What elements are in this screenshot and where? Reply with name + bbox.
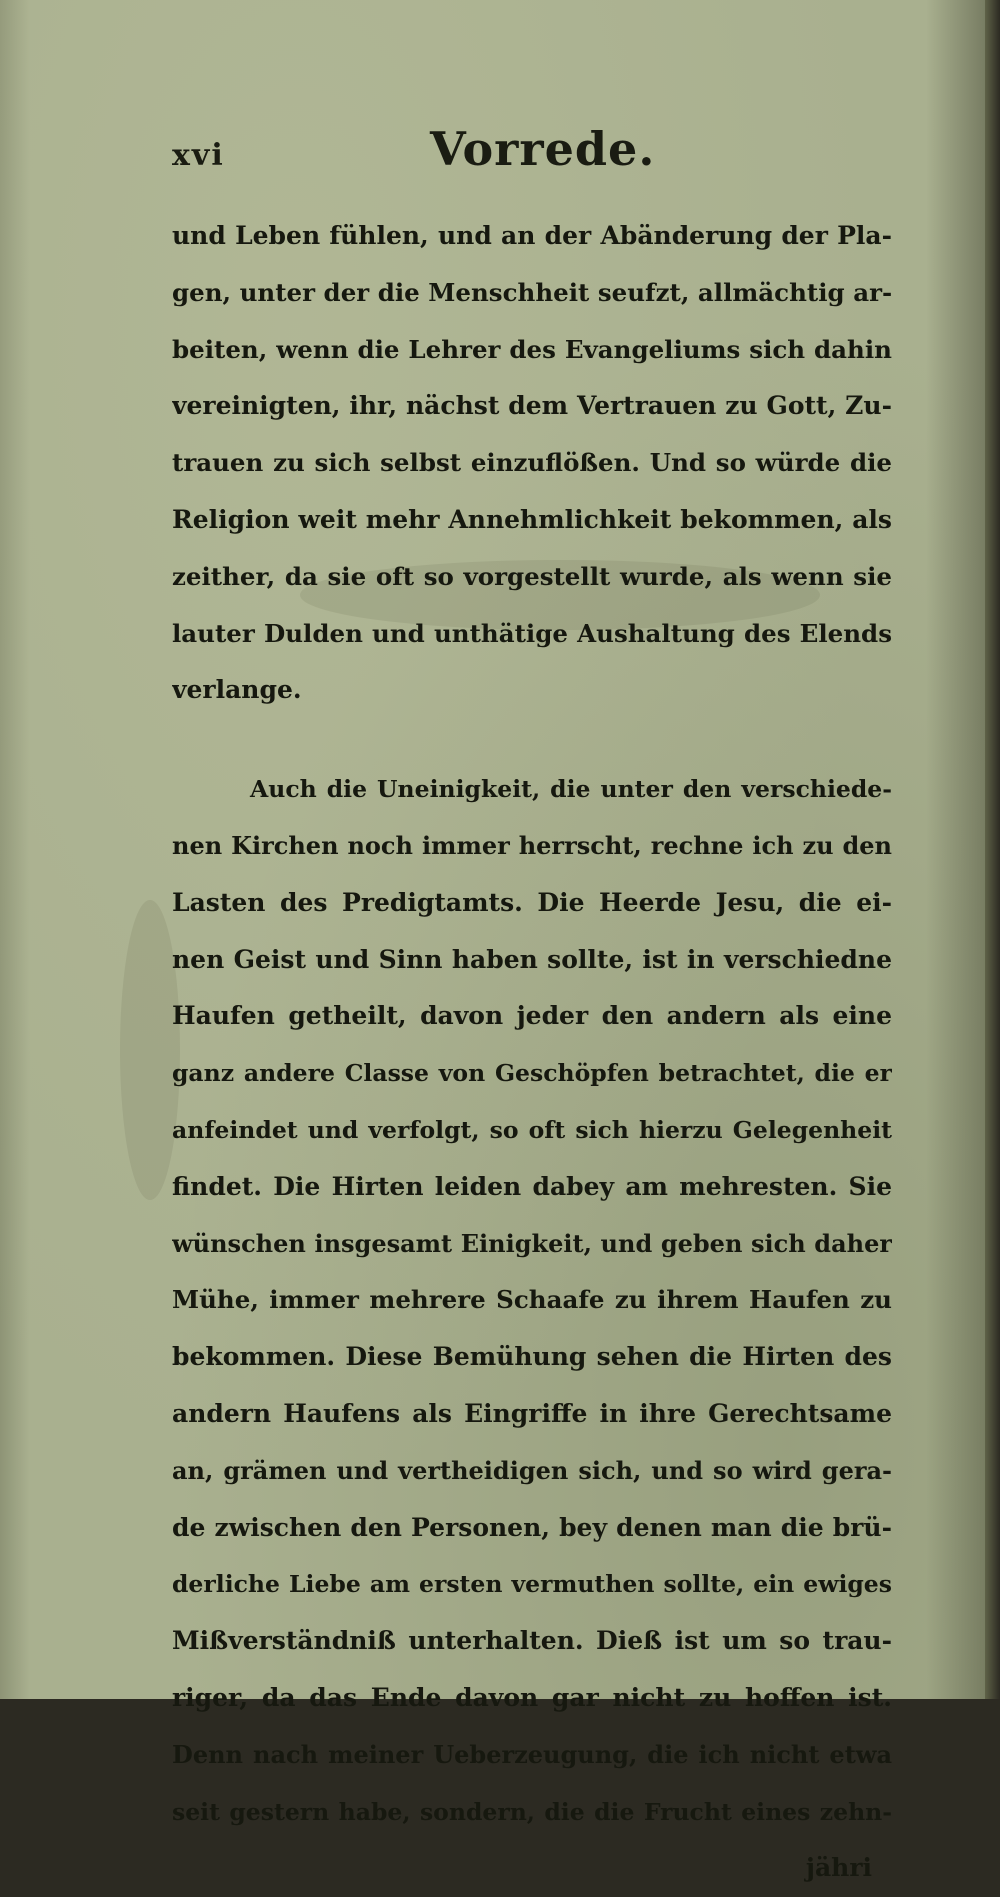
text-line: de zwischen den Personen, bey denen man die brü- bbox=[172, 1512, 892, 1542]
text-line: Mühe, immer mehrere Schaafe zu ihrem Haufen zu bbox=[172, 1285, 892, 1315]
page-number: xvi bbox=[172, 138, 225, 173]
text-line: Haufen getheilt, davon jeder den andern als eine bbox=[172, 1001, 892, 1031]
text-line: bekommen. Diese Bemühung sehen die Hirten des bbox=[172, 1342, 892, 1372]
catchword: jähri bbox=[805, 1853, 872, 1883]
text-line: seit gestern habe, sondern, die die Frucht eines zehn- bbox=[172, 1797, 892, 1826]
text-line: vereinigten, ihr, nächst dem Vertrauen zu Gott, Zu- bbox=[172, 391, 892, 421]
text-line: Religion weit mehr Annehmlichkeit bekommen, als bbox=[172, 504, 892, 534]
text-line: nen Geist und Sinn haben sollte, ist in verschiedne bbox=[172, 944, 892, 974]
text-line: ganz andere Classe von Geschöpfen betrachtet, die er bbox=[172, 1059, 892, 1088]
text-line: trauen zu sich selbst einzuflößen. Und so würde die bbox=[172, 448, 892, 478]
text-line: findet. Die Hirten leiden dabey am mehresten. Sie bbox=[172, 1171, 892, 1201]
text-line: beiten, wenn die Lehrer des Evangeliums sich dahin bbox=[172, 334, 892, 364]
text-line: lauter Dulden und unthätige Aushaltung des Elends bbox=[172, 618, 892, 648]
text-line: Auch die Uneinigkeit, die unter den verschiede- bbox=[250, 775, 892, 804]
paragraph-gap bbox=[172, 719, 892, 761]
text-line: Lasten des Predigtamts. Die Heerde Jesu, die ei- bbox=[172, 887, 892, 917]
paragraph-2 bbox=[172, 761, 892, 1840]
text-line: verlange. bbox=[172, 675, 302, 705]
text-line: wünschen insgesamt Einigkeit, und geben sich daher bbox=[172, 1228, 892, 1258]
running-head: Vorrede. bbox=[430, 122, 656, 176]
text-line: derliche Liebe am ersten vermuthen sollte, ein ewiges bbox=[172, 1570, 892, 1599]
body-text bbox=[172, 208, 892, 1897]
text-line: Mißverständniß unterhalten. Dieß ist um so trau- bbox=[172, 1626, 892, 1656]
paragraph-1 bbox=[172, 208, 892, 719]
text-line: nen Kirchen noch immer herrscht, rechne ich zu den bbox=[172, 830, 892, 860]
text-line: riger, da das Ende davon gar nicht zu hoffen ist. bbox=[172, 1682, 892, 1712]
text-line: und Leben fühlen, und an der Abänderung der Pla- bbox=[172, 221, 892, 250]
page-edge-shadow bbox=[985, 0, 1000, 1699]
text-line: an, grämen und vertheidigen sich, und so wird gera- bbox=[172, 1455, 892, 1485]
text-line: Denn nach meiner Ueberzeugung, die ich nicht etwa bbox=[172, 1739, 892, 1769]
text-line: anfeindet und verfolgt, so oft sich hierzu Gelegenheit bbox=[172, 1115, 892, 1144]
text-line: zeither, da sie oft so vorgestellt wurde, als wenn sie bbox=[172, 561, 892, 591]
text-line: gen, unter der die Menschheit seufzt, allmächtig ar- bbox=[172, 277, 892, 307]
page-header bbox=[172, 118, 912, 188]
text-line: andern Haufens als Eingriffe in ihre Gerechtsame bbox=[172, 1398, 892, 1428]
page-stain bbox=[120, 900, 180, 1200]
